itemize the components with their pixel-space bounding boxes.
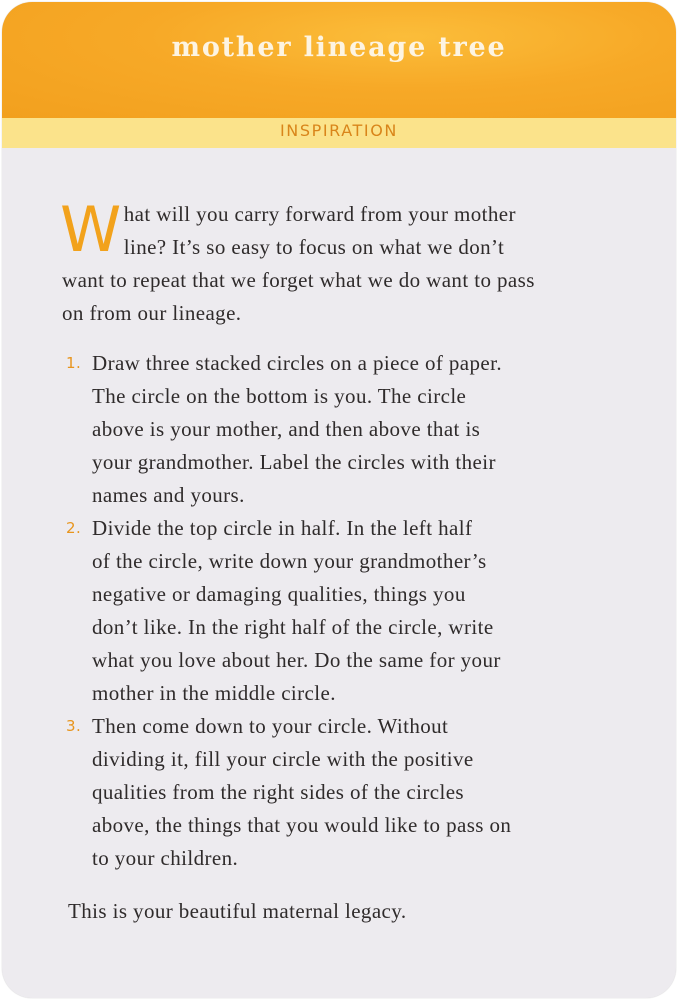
step-line: negative or damaging qualities, things you	[92, 582, 466, 606]
card-title: mother lineage tree	[171, 32, 507, 63]
step-line: above is your mother, and then above that is	[92, 417, 481, 441]
step-line: Divide the top circle in half. In the left half	[92, 516, 473, 540]
intro-line: line? It’s so easy to focus on what we don’t	[123, 235, 505, 259]
step-line: above, the things that you would like to pass on	[92, 813, 512, 837]
step-line: to your children.	[92, 846, 239, 870]
step-item	[66, 710, 626, 875]
step-line: of the circle, write down your grandmother’s	[92, 549, 487, 573]
step-number: 3.	[66, 717, 82, 735]
step-line: Draw three stacked circles on a piece of paper.	[92, 351, 503, 375]
step-line: qualities from the right sides of the circles	[92, 780, 464, 804]
step-line: don’t like. In the right half of the circle, write	[92, 615, 494, 639]
step-line: names and yours.	[92, 483, 245, 507]
step-line: Then come down to your circle. Without	[92, 714, 449, 738]
step-line: dividing it, fill your circle with the positive	[92, 747, 474, 771]
dropcap: W	[60, 193, 122, 266]
step-line: what you love about her. Do the same for your	[92, 648, 501, 672]
steps-list	[66, 347, 626, 875]
closing-line: This is your beautiful maternal legacy.	[68, 899, 407, 923]
intro-line: want to repeat that we forget what we do want to pass	[62, 268, 535, 292]
step-number: 2.	[66, 519, 82, 537]
step-item	[66, 512, 626, 710]
intro-line: hat will you carry forward from your mother	[123, 202, 516, 226]
step-line: The circle on the bottom is you. The circle	[92, 384, 467, 408]
step-line: mother in the middle circle.	[92, 681, 336, 705]
step-line: your grandmother. Label the circles with their	[92, 450, 496, 474]
step-number: 1.	[66, 354, 82, 372]
category-label: INSPIRATION	[279, 121, 399, 140]
card	[2, 2, 676, 998]
intro-line: on from our lineage.	[62, 301, 242, 325]
intro-paragraph	[60, 193, 622, 330]
step-item	[66, 347, 626, 512]
